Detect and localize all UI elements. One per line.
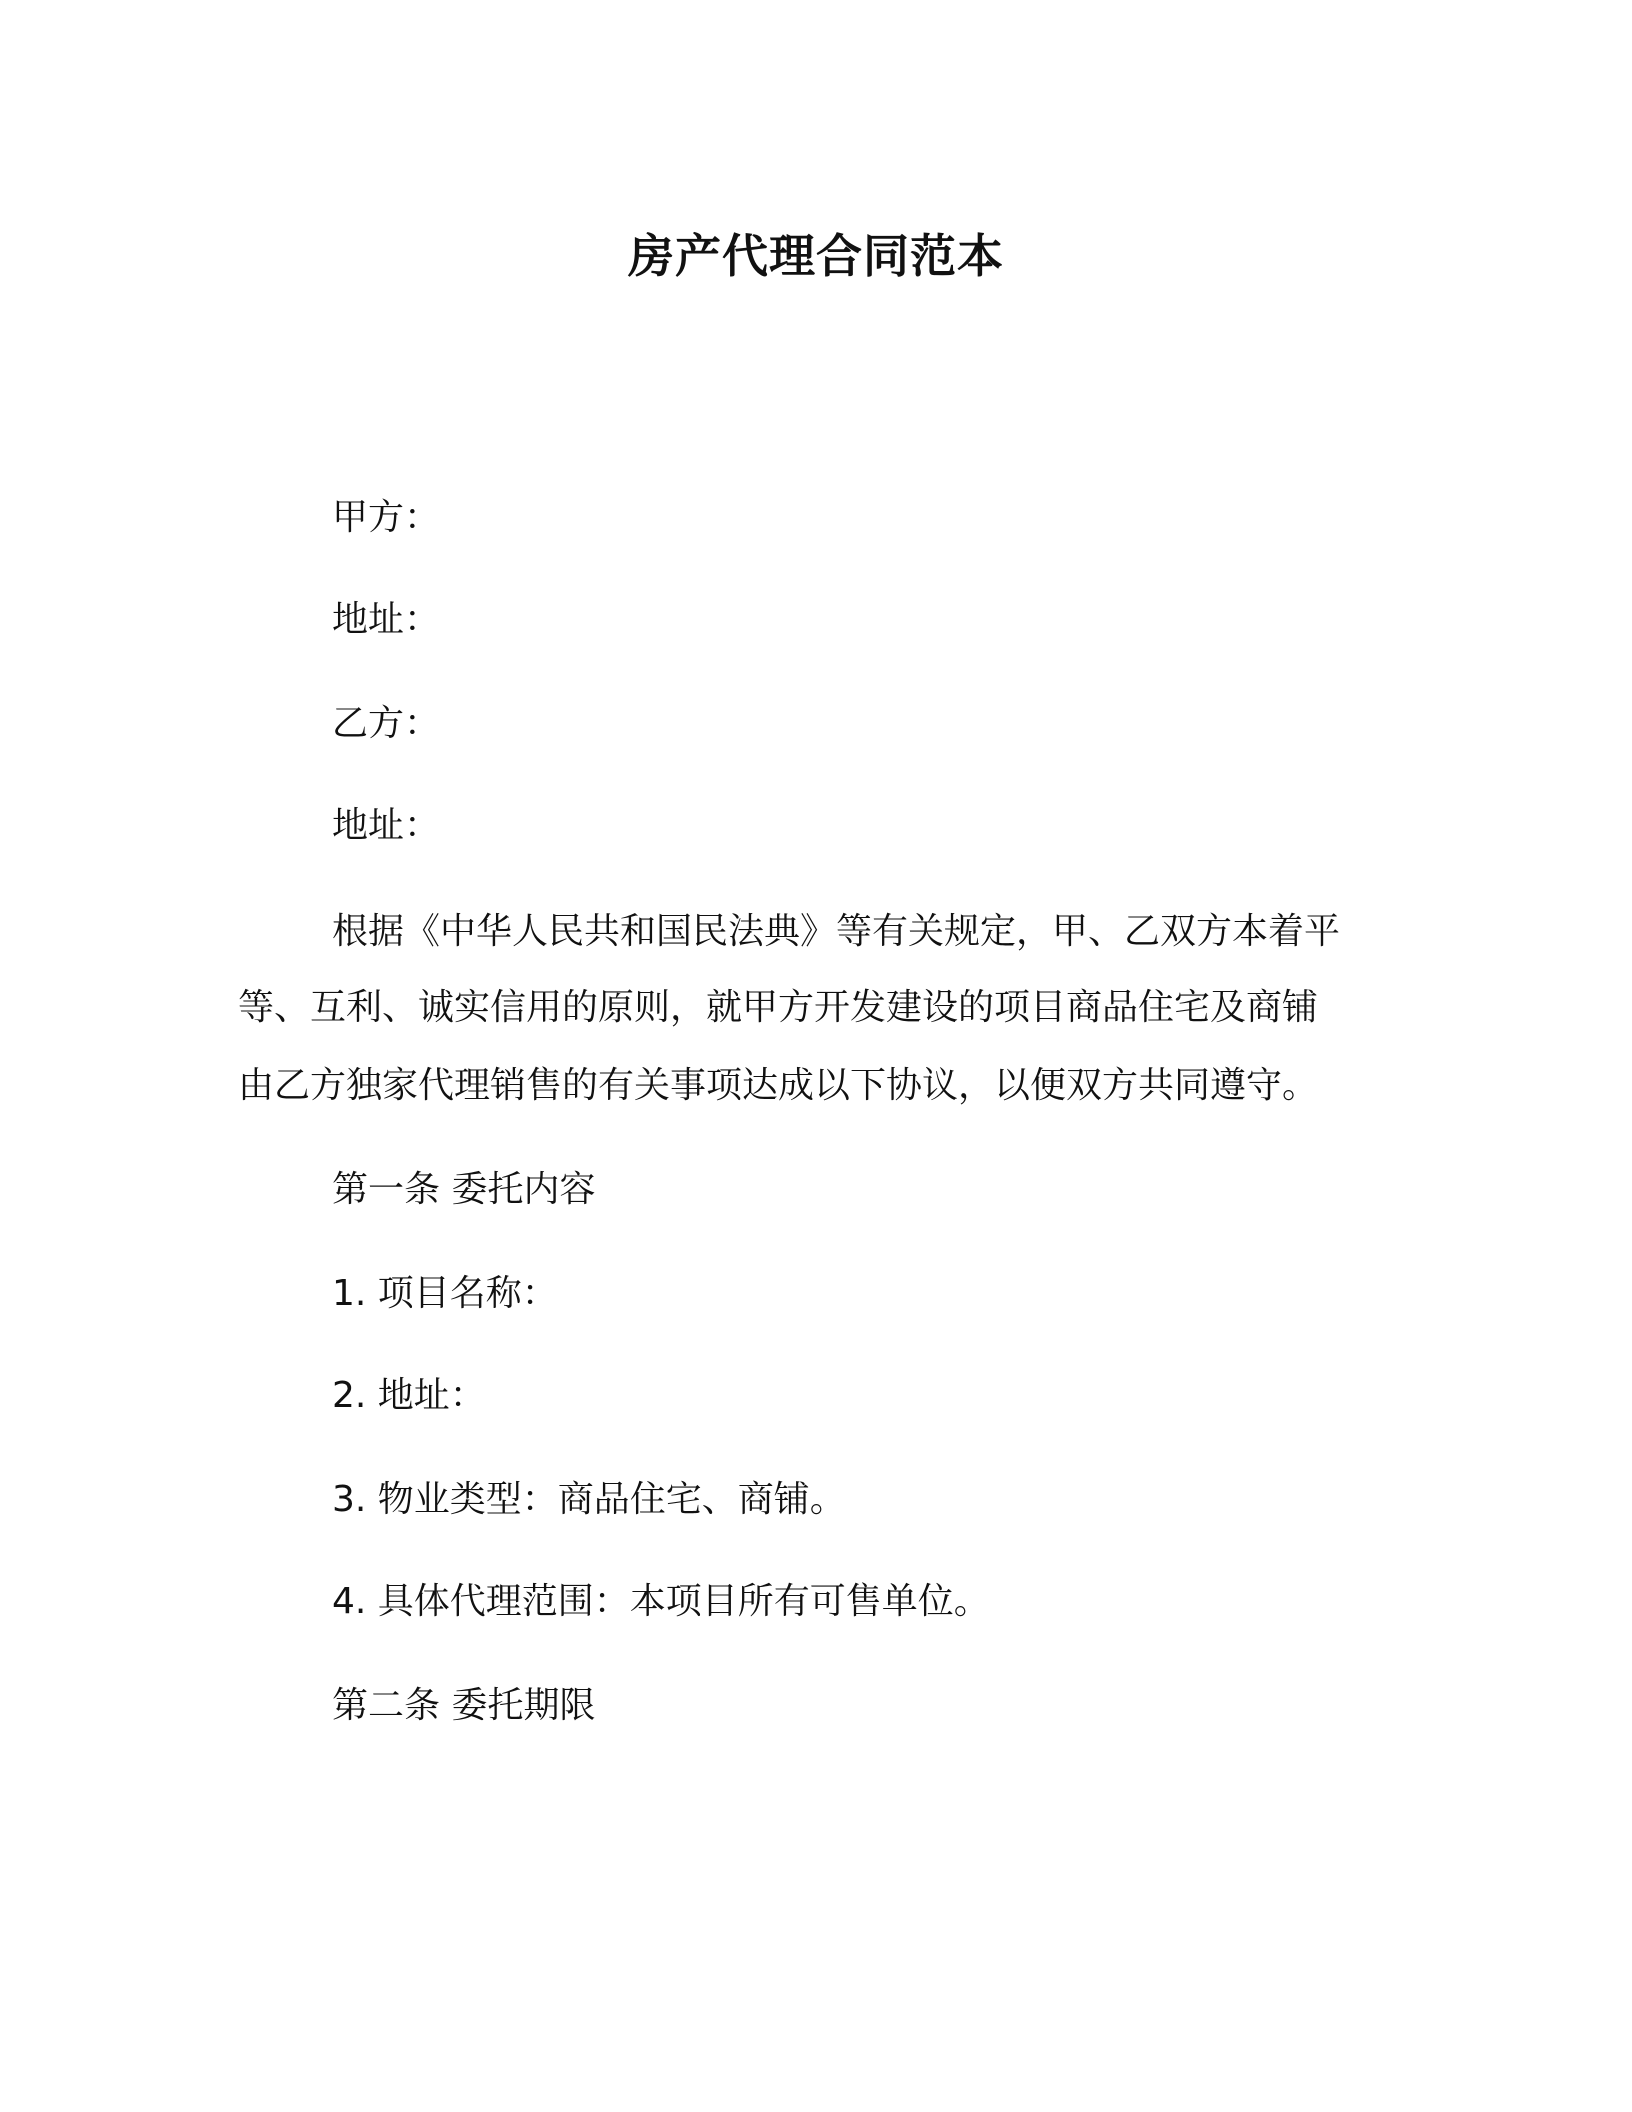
document-title: 房产代理合同范本 <box>628 229 1004 283</box>
article-2-heading: 第二条 委托期限 <box>332 1685 596 1726</box>
article-1-item-2: 2. 地址： <box>332 1375 486 1416</box>
party-b-address-label: 地址： <box>332 805 441 846</box>
party-a-label: 甲方： <box>332 497 441 538</box>
preamble-line-2: 等、互利、诚实信用的原则，就甲方开发建设的项目商品住宅及商铺 <box>238 987 1319 1028</box>
article-1-item-1: 1. 项目名称： <box>332 1273 558 1314</box>
preamble-line-1: 根据《中华人民共和国民法典》等有关规定，甲、乙双方本着平 <box>332 911 1341 952</box>
party-b-label: 乙方： <box>332 703 441 744</box>
party-a-address-label: 地址： <box>332 599 441 640</box>
article-1-item-3: 3. 物业类型：商品住宅、商铺。 <box>332 1479 846 1520</box>
article-1-heading: 第一条 委托内容 <box>332 1169 596 1210</box>
preamble-line-3: 由乙方独家代理销售的有关事项达成以下协议，以便双方共同遵守。 <box>238 1065 1319 1106</box>
article-1-item-4: 4. 具体代理范围：本项目所有可售单位。 <box>332 1581 990 1622</box>
